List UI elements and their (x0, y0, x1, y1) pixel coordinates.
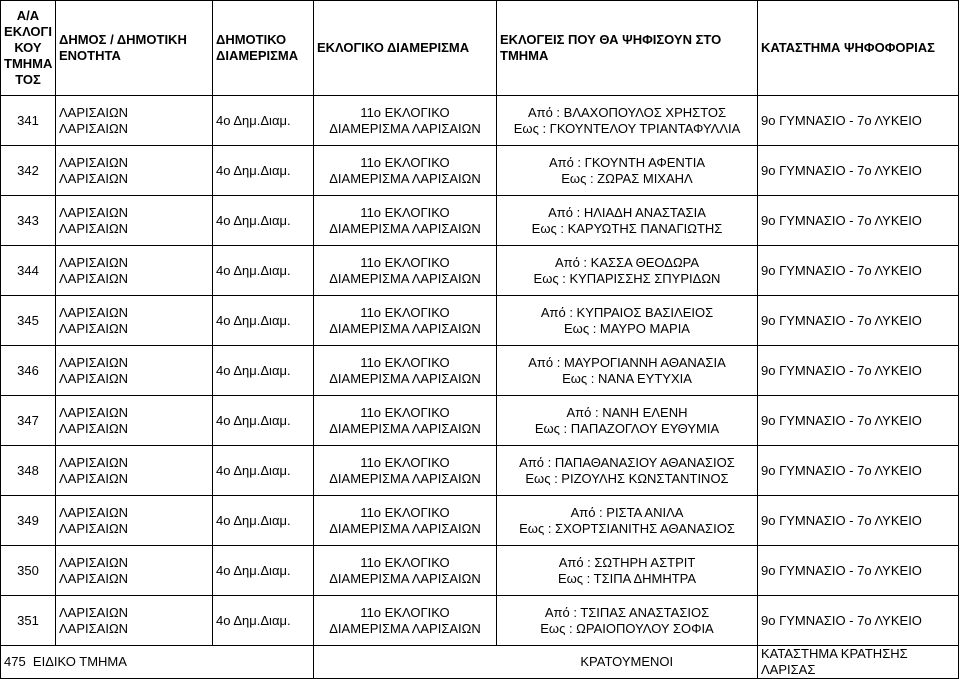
voters-range-cell (497, 96, 758, 146)
dimos-cell-text: ΛΑΡΙΣΑΙΩΝ (59, 504, 129, 520)
section-number (1, 146, 56, 196)
dimos-cell-text: ΛΑΡΙΣΑΙΩΝ (59, 220, 129, 236)
eklogiko-diamerisma-cell (314, 146, 497, 196)
voters-range-cell (497, 296, 758, 346)
polling-station-cell-text: 9ο ΓΥΜΝΑΣΙΟ - 7ο ΛΥΚΕΙΟ (761, 112, 922, 128)
header-dimotiko-diamerisma: ΔΗΜΟΤΙΚΟ ΔΙΑΜΕΡΙΣΜΑ (213, 1, 314, 96)
dimotiko-diamerisma-cell (213, 546, 314, 596)
dimos-cell-text: ΛΑΡΙΣΑΙΩΝ (59, 120, 129, 136)
dimos-cell-text: ΛΑΡΙΣΑΙΩΝ (59, 404, 129, 420)
dimos-cell-text: ΛΑΡΙΣΑΙΩΝ (59, 554, 129, 570)
eklogiko-diamerisma-cell-text: ΔΙΑΜΕΡΙΣΜΑ ΛΑΡΙΣΑΙΩΝ (329, 520, 481, 536)
voters-range-cell (497, 396, 758, 446)
polling-station-cell (758, 246, 959, 296)
voters-range-cell-text: Από : ΓΚΟΥΝΤΗ ΑΦΕΝΤΙΑ (548, 154, 706, 170)
header-aa: Α/Α ΕΚΛΟΓΙ ΚΟΥ ΤΜΗΜΑ ΤΟΣ (1, 1, 56, 96)
table-row (1, 146, 959, 196)
polling-station-cell (758, 396, 959, 446)
dimos-cell-text: ΛΑΡΙΣΑΙΩΝ (59, 354, 129, 370)
eklogiko-diamerisma-cell-text: 11ο ΕΚΛΟΓΙΚΟ (360, 404, 450, 420)
eklogiko-diamerisma-cell (314, 346, 497, 396)
section-number (1, 546, 56, 596)
eklogiko-diamerisma-cell-text: ΔΙΑΜΕΡΙΣΜΑ ΛΑΡΙΣΑΙΩΝ (329, 120, 481, 136)
polling-station-cell (758, 196, 959, 246)
dimos-cell (56, 346, 213, 396)
table-row (1, 446, 959, 496)
header-katastima: ΚΑΤΑΣΤΗΜΑ ΨΗΦΟΦΟΡΙΑΣ (758, 1, 959, 96)
section-number-text: 346 (17, 362, 39, 378)
voters-range-cell-text: Εως : ΖΩΡΑΣ ΜΙΧΑΗΛ (561, 170, 693, 186)
section-number-text: 341 (17, 112, 39, 128)
dimos-cell-text: ΛΑΡΙΣΑΙΩΝ (59, 470, 129, 486)
voters-range-cell-text: Από : ΒΛΑΧΟΠΟΥΛΟΣ ΧΡΗΣΤΟΣ (527, 104, 727, 120)
dimos-cell-text: ΛΑΡΙΣΑΙΩΝ (59, 620, 129, 636)
voters-range-cell-text: Από : ΠΑΠΑΘΑΝΑΣΙΟΥ ΑΘΑΝΑΣΙΟΣ (519, 454, 735, 470)
eklogiko-diamerisma-cell (314, 196, 497, 246)
dimos-cell-text: ΛΑΡΙΣΑΙΩΝ (59, 420, 129, 436)
special-section-row (1, 646, 959, 679)
eklogiko-diamerisma-cell-text: ΔΙΑΜΕΡΙΣΜΑ ΛΑΡΙΣΑΙΩΝ (329, 420, 481, 436)
dimotiko-diamerisma-cell-text: 4ο Δημ.Διαμ. (216, 412, 291, 428)
voters-range-cell-text: Εως : ΩΡΑΙΟΠΟΥΛΟΥ ΣΟΦΙΑ (540, 620, 714, 636)
eklogiko-diamerisma-cell (314, 446, 497, 496)
section-number-text: 351 (17, 612, 39, 628)
section-number-text: 344 (17, 262, 39, 278)
voters-range-cell (497, 596, 758, 646)
eklogiko-diamerisma-cell (314, 546, 497, 596)
polling-station-cell (758, 596, 959, 646)
section-number-text: 350 (17, 562, 39, 578)
dimotiko-diamerisma-cell (213, 396, 314, 446)
dimos-cell-text: ΛΑΡΙΣΑΙΩΝ (59, 604, 129, 620)
dimos-cell-text: ΛΑΡΙΣΑΙΩΝ (59, 570, 129, 586)
table-row (1, 496, 959, 546)
voters-range-cell-text: Από : ΝΑΝΗ ΕΛΕΝΗ (566, 404, 688, 420)
section-number (1, 196, 56, 246)
eklogiko-diamerisma-cell-text: 11ο ΕΚΛΟΓΙΚΟ (360, 304, 450, 320)
dimos-cell (56, 496, 213, 546)
polling-station-cell-text: 9ο ΓΥΜΝΑΣΙΟ - 7ο ΛΥΚΕΙΟ (761, 262, 922, 278)
dimos-cell (56, 196, 213, 246)
section-number-text: 345 (17, 312, 39, 328)
section-number (1, 396, 56, 446)
dimos-cell-text: ΛΑΡΙΣΑΙΩΝ (59, 370, 129, 386)
special-section-label: 475 ΕΙΔΙΚΟ ΤΜΗΜΑ (1, 646, 314, 679)
eklogiko-diamerisma-cell-text: ΔΙΑΜΕΡΙΣΜΑ ΛΑΡΙΣΑΙΩΝ (329, 270, 481, 286)
voters-range-cell-text: Εως : ΠΑΠΑΖΟΓΛΟΥ ΕΥΘΥΜΙΑ (534, 420, 720, 436)
dimotiko-diamerisma-cell (213, 196, 314, 246)
dimos-cell-text: ΛΑΡΙΣΑΙΩΝ (59, 520, 129, 536)
voters-range-cell (497, 546, 758, 596)
eklogiko-diamerisma-cell-text: 11ο ΕΚΛΟΓΙΚΟ (360, 254, 450, 270)
polling-station-cell-text: 9ο ΓΥΜΝΑΣΙΟ - 7ο ΛΥΚΕΙΟ (761, 362, 922, 378)
dimos-cell-text: ΛΑΡΙΣΑΙΩΝ (59, 104, 129, 120)
eklogiko-diamerisma-cell-text: ΔΙΑΜΕΡΙΣΜΑ ΛΑΡΙΣΑΙΩΝ (329, 620, 481, 636)
polling-station-cell-text: 9ο ΓΥΜΝΑΣΙΟ - 7ο ΛΥΚΕΙΟ (761, 512, 922, 528)
eklogiko-diamerisma-cell-text: 11ο ΕΚΛΟΓΙΚΟ (360, 504, 450, 520)
eklogiko-diamerisma-cell-text: ΔΙΑΜΕΡΙΣΜΑ ΛΑΡΙΣΑΙΩΝ (329, 170, 481, 186)
eklogiko-diamerisma-cell-text: 11ο ΕΚΛΟΓΙΚΟ (360, 154, 450, 170)
polling-station-cell-text: 9ο ΓΥΜΝΑΣΙΟ - 7ο ΛΥΚΕΙΟ (761, 412, 922, 428)
polling-station-cell-text: 9ο ΓΥΜΝΑΣΙΟ - 7ο ΛΥΚΕΙΟ (761, 462, 922, 478)
polling-station-cell (758, 146, 959, 196)
eklogiko-diamerisma-cell (314, 396, 497, 446)
dimotiko-diamerisma-cell-text: 4ο Δημ.Διαμ. (216, 462, 291, 478)
dimos-cell (56, 446, 213, 496)
voters-range-cell (497, 496, 758, 546)
polling-station-cell-text: 9ο ΓΥΜΝΑΣΙΟ - 7ο ΛΥΚΕΙΟ (761, 612, 922, 628)
section-number (1, 446, 56, 496)
eklogiko-diamerisma-cell-text: 11ο ΕΚΛΟΓΙΚΟ (360, 554, 450, 570)
eklogiko-diamerisma-cell (314, 596, 497, 646)
voters-range-cell (497, 446, 758, 496)
dimotiko-diamerisma-cell-text: 4ο Δημ.Διαμ. (216, 612, 291, 628)
voters-range-cell-text: Εως : ΚΑΡΥΩΤΗΣ ΠΑΝΑΓΙΩΤΗΣ (531, 220, 723, 236)
eklogiko-diamerisma-cell-text: ΔΙΑΜΕΡΙΣΜΑ ΛΑΡΙΣΑΙΩΝ (329, 370, 481, 386)
eklogiko-diamerisma-cell (314, 296, 497, 346)
polling-station-cell-text: 9ο ΓΥΜΝΑΣΙΟ - 7ο ΛΥΚΕΙΟ (761, 162, 922, 178)
table-row (1, 296, 959, 346)
table-row (1, 396, 959, 446)
voters-range-cell (497, 346, 758, 396)
voters-range-cell-text: Εως : ΜΑΥΡΟ ΜΑΡΙΑ (564, 320, 690, 336)
dimos-cell (56, 246, 213, 296)
dimotiko-diamerisma-cell-text: 4ο Δημ.Διαμ. (216, 212, 291, 228)
section-number (1, 96, 56, 146)
polling-station-cell-text: 9ο ΓΥΜΝΑΣΙΟ - 7ο ΛΥΚΕΙΟ (761, 312, 922, 328)
polling-station-cell (758, 346, 959, 396)
eklogiko-diamerisma-cell (314, 246, 497, 296)
dimotiko-diamerisma-cell (213, 596, 314, 646)
polling-station-cell (758, 496, 959, 546)
eklogiko-diamerisma-cell-text: ΔΙΑΜΕΡΙΣΜΑ ΛΑΡΙΣΑΙΩΝ (329, 570, 481, 586)
header-eklogiko-diamerisma: ΕΚΛΟΓΙΚΟ ΔΙΑΜΕΡΙΣΜΑ (314, 1, 497, 96)
special-section-katastima: ΚΑΤΑΣΤΗΜΑ ΚΡΑΤΗΣΗΣ ΛΑΡΙΣΑΣ (758, 646, 959, 679)
section-number (1, 496, 56, 546)
dimotiko-diamerisma-cell (213, 246, 314, 296)
voters-range-cell-text: Από : ΣΩΤΗΡΗ ΑΣΤΡΙΤ (558, 554, 696, 570)
section-number-text: 349 (17, 512, 39, 528)
dimotiko-diamerisma-cell (213, 96, 314, 146)
dimotiko-diamerisma-cell-text: 4ο Δημ.Διαμ. (216, 362, 291, 378)
polling-station-cell (758, 446, 959, 496)
section-number (1, 246, 56, 296)
dimos-cell (56, 396, 213, 446)
polling-station-cell (758, 96, 959, 146)
dimos-cell-text: ΛΑΡΙΣΑΙΩΝ (59, 320, 129, 336)
voters-range-cell-text: Εως : ΣΧΟΡΤΣΙΑΝΙΤΗΣ ΑΘΑΝΑΣΙΟΣ (519, 520, 735, 536)
dimos-cell (56, 96, 213, 146)
dimotiko-diamerisma-cell-text: 4ο Δημ.Διαμ. (216, 512, 291, 528)
dimos-cell (56, 546, 213, 596)
dimos-cell (56, 296, 213, 346)
polling-station-cell (758, 296, 959, 346)
section-number (1, 346, 56, 396)
section-number-text: 348 (17, 462, 39, 478)
dimos-cell (56, 596, 213, 646)
polling-station-cell (758, 546, 959, 596)
dimotiko-diamerisma-cell-text: 4ο Δημ.Διαμ. (216, 312, 291, 328)
header-dimos: ΔΗΜΟΣ / ΔΗΜΟΤΙΚΗ ΕΝΟΤΗΤΑ (56, 1, 213, 96)
voters-range-cell-text: Εως : ΚΥΠΑΡΙΣΣΗΣ ΣΠΥΡΙΔΩΝ (533, 270, 721, 286)
special-section-voters: ΚΡΑΤΟΥΜΕΝΟΙ (497, 646, 758, 679)
dimotiko-diamerisma-cell (213, 446, 314, 496)
eklogiko-diamerisma-cell (314, 96, 497, 146)
table-row (1, 346, 959, 396)
dimos-cell-text: ΛΑΡΙΣΑΙΩΝ (59, 454, 129, 470)
voters-range-cell (497, 146, 758, 196)
voters-range-cell-text: Από : ΜΑΥΡΟΓΙΑΝΝΗ ΑΘΑΝΑΣΙΑ (528, 354, 726, 370)
dimotiko-diamerisma-cell-text: 4ο Δημ.Διαμ. (216, 162, 291, 178)
dimotiko-diamerisma-cell-text: 4ο Δημ.Διαμ. (216, 562, 291, 578)
dimos-cell (56, 146, 213, 196)
eklogiko-diamerisma-cell (314, 496, 497, 546)
eklogiko-diamerisma-cell-text: ΔΙΑΜΕΡΙΣΜΑ ΛΑΡΙΣΑΙΩΝ (329, 220, 481, 236)
voters-range-cell (497, 196, 758, 246)
dimotiko-diamerisma-cell-text: 4ο Δημ.Διαμ. (216, 262, 291, 278)
header-row (1, 1, 959, 96)
dimos-cell-text: ΛΑΡΙΣΑΙΩΝ (59, 170, 129, 186)
voters-range-cell-text: Εως : ΡΙΖΟΥΛΗΣ ΚΩΝΣΤΑΝΤΙΝΟΣ (525, 470, 729, 486)
voters-range-cell (497, 246, 758, 296)
voters-range-cell-text: Εως : ΝΑΝΑ ΕΥΤΥΧΙΑ (562, 370, 692, 386)
dimos-cell-text: ΛΑΡΙΣΑΙΩΝ (59, 154, 129, 170)
table-row (1, 546, 959, 596)
dimos-cell-text: ΛΑΡΙΣΑΙΩΝ (59, 304, 129, 320)
eklogiko-diamerisma-cell-text: ΔΙΑΜΕΡΙΣΜΑ ΛΑΡΙΣΑΙΩΝ (329, 320, 481, 336)
dimos-cell-text: ΛΑΡΙΣΑΙΩΝ (59, 270, 129, 286)
polling-station-cell-text: 9ο ΓΥΜΝΑΣΙΟ - 7ο ΛΥΚΕΙΟ (761, 212, 922, 228)
section-number-text: 342 (17, 162, 39, 178)
dimotiko-diamerisma-cell (213, 496, 314, 546)
dimos-cell-text: ΛΑΡΙΣΑΙΩΝ (59, 204, 129, 220)
eklogiko-diamerisma-cell-text: 11ο ΕΚΛΟΓΙΚΟ (360, 104, 450, 120)
voters-range-cell-text: Από : ΡΙΣΤΑ ΑΝΙΛΑ (570, 504, 684, 520)
eklogiko-diamerisma-cell-text: 11ο ΕΚΛΟΓΙΚΟ (360, 454, 450, 470)
voters-range-cell-text: Από : ΗΛΙΑΔΗ ΑΝΑΣΤΑΣΙΑ (548, 204, 706, 220)
table-row (1, 246, 959, 296)
dimotiko-diamerisma-cell (213, 146, 314, 196)
section-number (1, 596, 56, 646)
voters-range-cell-text: Εως : ΓΚΟΥΝΤΕΛΟΥ ΤΡΙΑΝΤΑΦΥΛΛΙΑ (513, 120, 741, 136)
voters-range-cell-text: Από : ΚΑΣΣΑ ΘΕΟΔΩΡΑ (554, 254, 700, 270)
header-ekloges: ΕΚΛΟΓΕΙΣ ΠΟΥ ΘΑ ΨΗΦΙΣΟΥΝ ΣΤΟ ΤΜΗΜΑ (497, 1, 758, 96)
special-section-empty (314, 646, 497, 679)
section-number-text: 343 (17, 212, 39, 228)
eklogiko-diamerisma-cell-text: 11ο ΕΚΛΟΓΙΚΟ (360, 354, 450, 370)
dimos-cell-text: ΛΑΡΙΣΑΙΩΝ (59, 254, 129, 270)
polling-station-cell-text: 9ο ΓΥΜΝΑΣΙΟ - 7ο ΛΥΚΕΙΟ (761, 562, 922, 578)
dimotiko-diamerisma-cell-text: 4ο Δημ.Διαμ. (216, 112, 291, 128)
voters-range-cell-text: Από : ΚΥΠΡΑΙΟΣ ΒΑΣΙΛΕΙΟΣ (540, 304, 714, 320)
table-row (1, 596, 959, 646)
section-number-text: 347 (17, 412, 39, 428)
table-row (1, 96, 959, 146)
voters-range-cell-text: Εως : ΤΣΙΠΑ ΔΗΜΗΤΡΑ (557, 570, 697, 586)
dimotiko-diamerisma-cell (213, 346, 314, 396)
dimotiko-diamerisma-cell (213, 296, 314, 346)
eklogiko-diamerisma-cell-text: 11ο ΕΚΛΟΓΙΚΟ (360, 204, 450, 220)
eklogiko-diamerisma-cell-text: ΔΙΑΜΕΡΙΣΜΑ ΛΑΡΙΣΑΙΩΝ (329, 470, 481, 486)
eklogiko-diamerisma-cell-text: 11ο ΕΚΛΟΓΙΚΟ (360, 604, 450, 620)
section-number (1, 296, 56, 346)
voters-range-cell-text: Από : ΤΣΙΠΑΣ ΑΝΑΣΤΑΣΙΟΣ (544, 604, 710, 620)
table-row (1, 196, 959, 246)
